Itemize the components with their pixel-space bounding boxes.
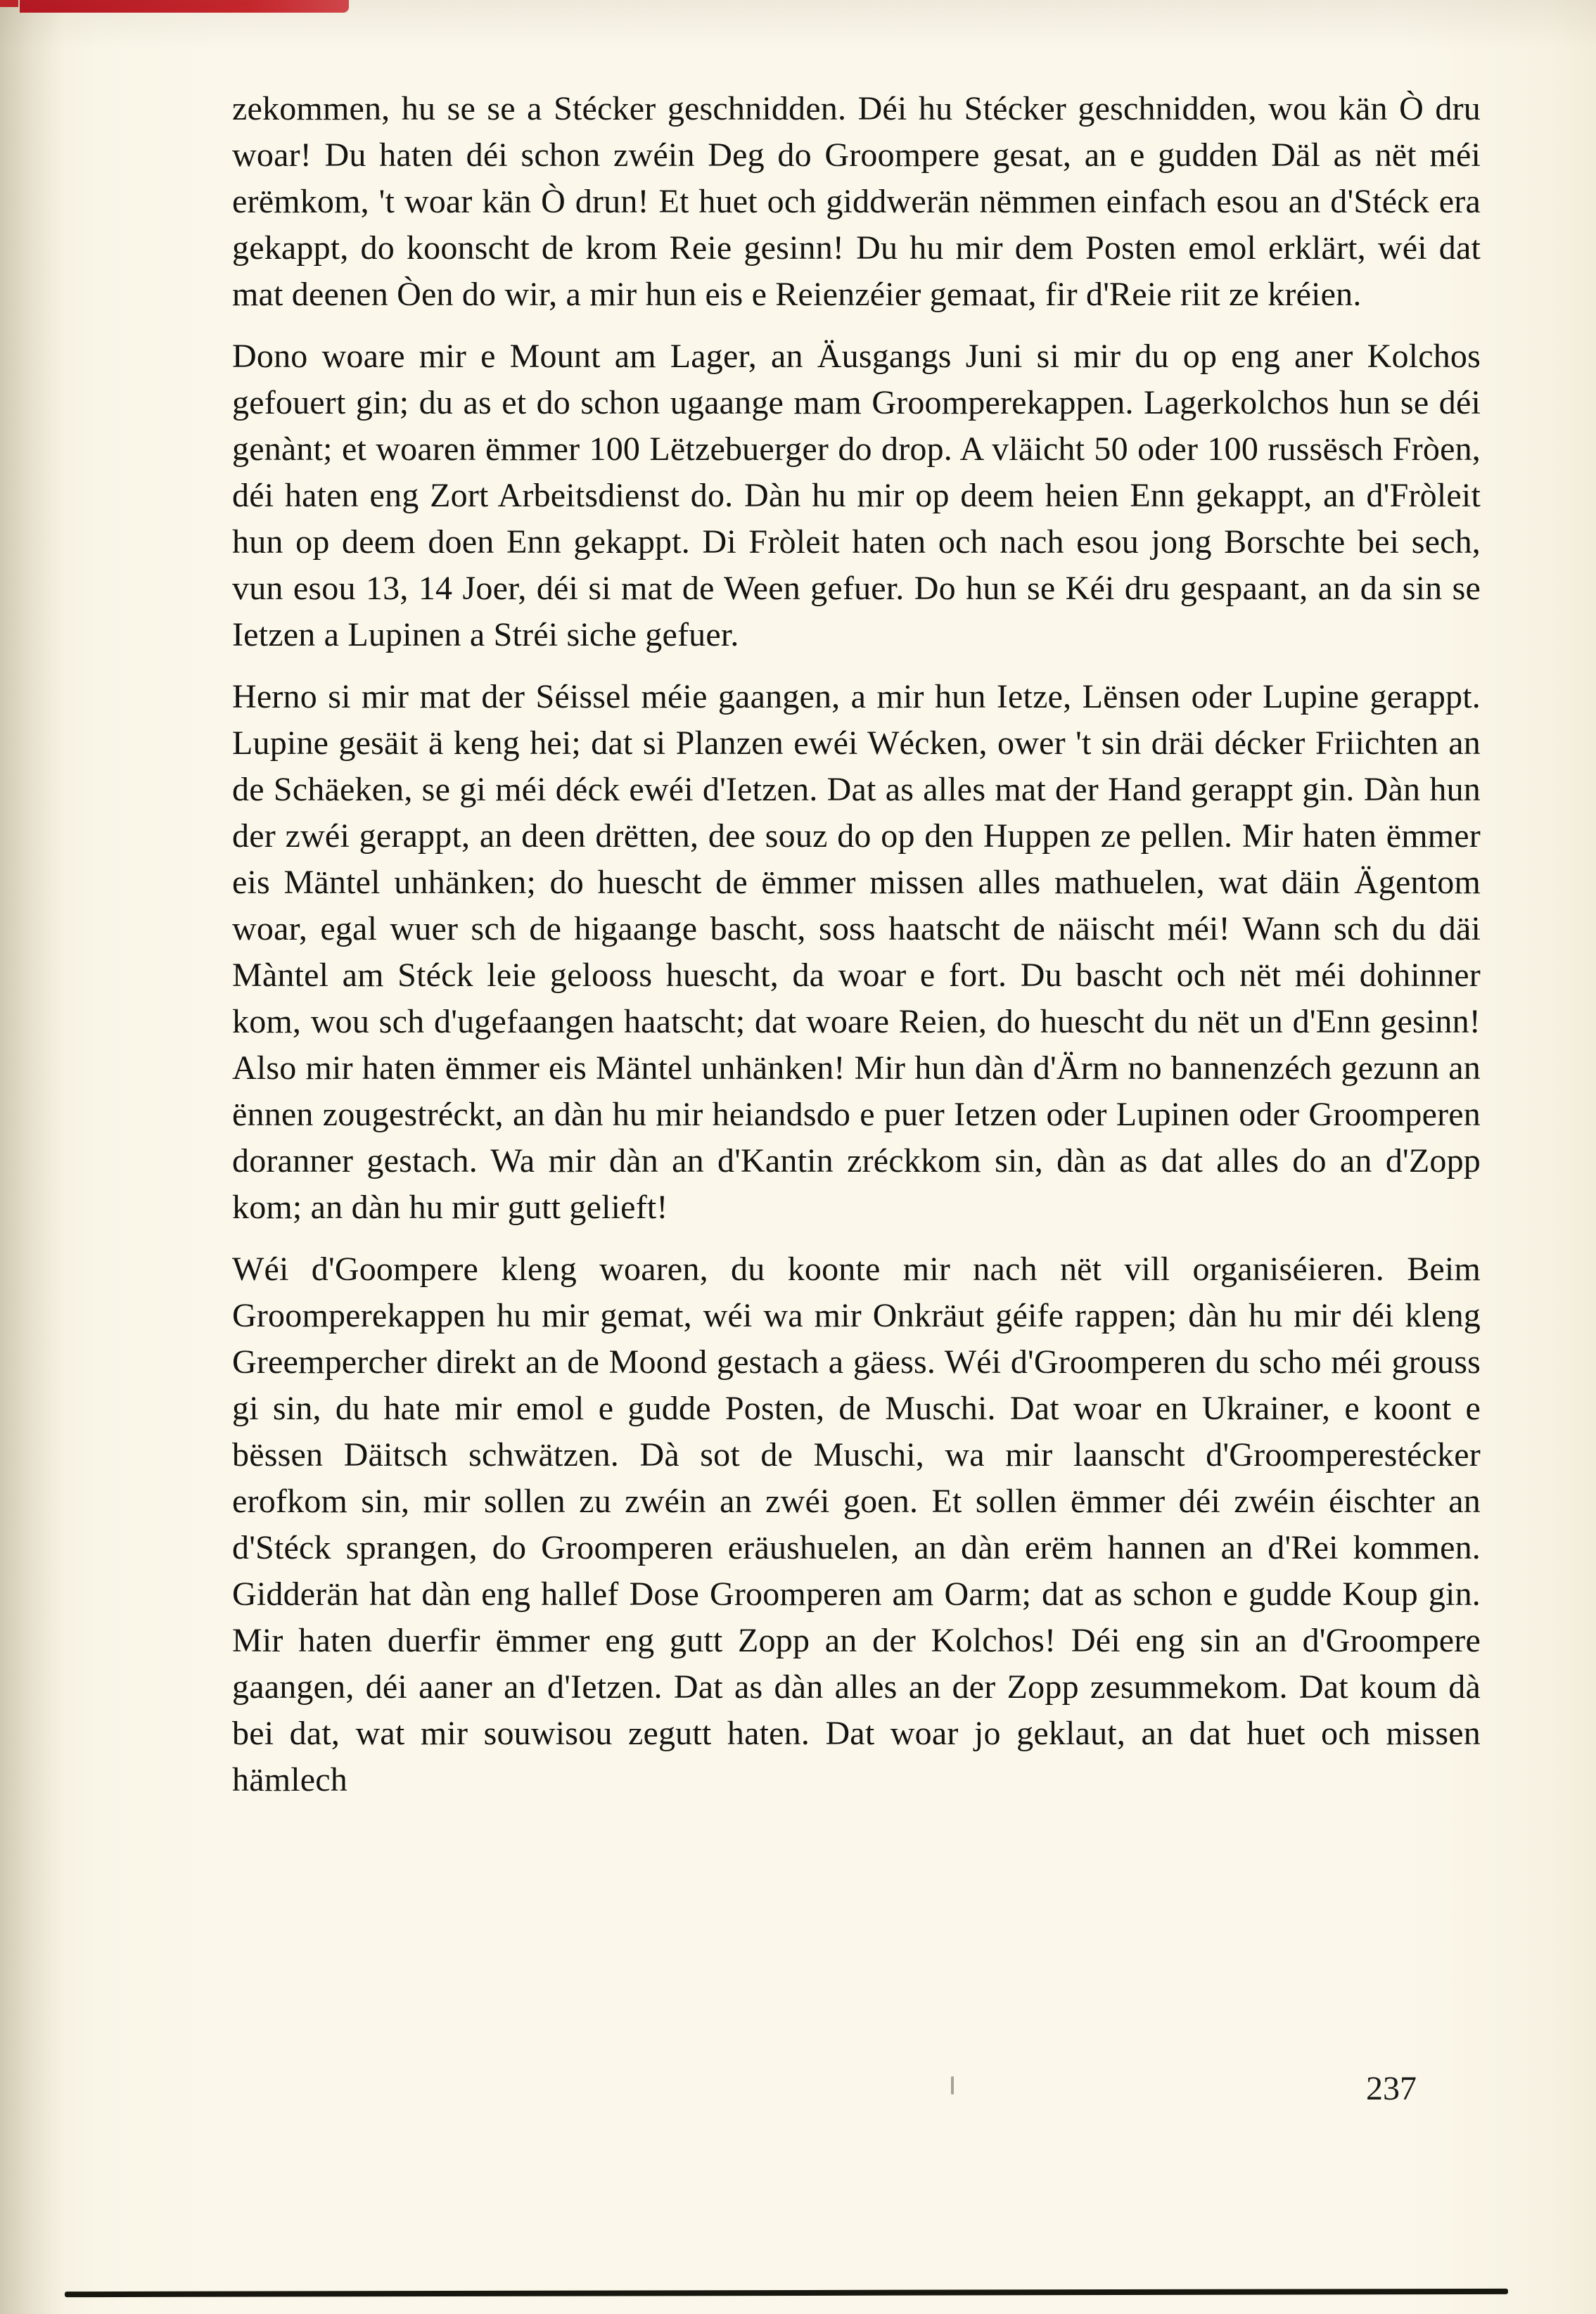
stray-scan-mark <box>951 2076 954 2095</box>
page-bottom-edge <box>65 2289 1508 2297</box>
paragraph: Dono woare mir e Mount am Lager, an Äusgangs Juni si mir du op eng aner Kolchos gefouert gin; du as et do schon ugaange mam Groomperekappen. Lagerkolchos hun se déi genànt; et woaren ëmmer 100 Lëtzebuerger do drop. A vläicht 50 oder 100 russësch Fròen, déi haten eng Zort Arbeitsdienst do. Dàn hu mir op deem heien Enn gekappt, an d'Fròleit hun op deem doen Enn gekappt. Di Fròleit haten och nach esou jong Borschte bei sech, vun esou 13, 14 Joer, déi si mat de Ween gefuer. Do hun se Kéi dru gespaant, an da sin se Ietzen a Lupinen a Stréi siche gefuer. <box>232 338 1481 653</box>
red-scan-corner-mark <box>0 0 18 7</box>
page-number: 237 <box>1366 2070 1417 2107</box>
body-text <box>232 86 1481 1819</box>
red-scan-edge-mark <box>20 0 349 13</box>
paragraph: zekommen, hu se se a Stécker geschnidden. Déi hu Stécker geschnidden, wou kän Ò dru woar! Du haten déi schon zwéin Deg do Groompere gesat, an e gudden Däl as nët méi erëmkom, 't woar kän Ò drun! Et huet och giddwerän nëmmen einfach esou an d'Stéck era gekappt, do koonscht de krom Reie gesinn! Du hu mir dem Posten emol erklärt, wéi dat mat deenen Òen do wir, a mir hun eis e Reienzéier gemaat, fir d'Reie riit ze kréien. <box>232 90 1481 313</box>
page-gutter-shadow <box>0 0 63 2314</box>
paragraph: Wéi d'Goompere kleng woaren, du koonte mir nach nët vill organiséieren. Beim Groomperekappen hu mir gemat, wéi wa mir Onkräut géife rappen; dàn hu mir déi kleng Greempercher direkt an de Moond gestach a gäess. Wéi d'Groomperen du scho méi grouss gi sin, du hate mir emol e gudde Posten, de Muschi. Dat woar en Ukrainer, e koont e bëssen Däitsch schwätzen. Dà sot de Muschi, wa mir laanscht d'Groomperestécker erofkom sin, mir sollen zu zwéin an zwéi goen. Et sollen ëmmer déi zwéin éischter an d'Stéck sprangen, do Groomperen eräushuelen, an dàn erëm hannen an d'Rei kommen. Gidderän hat dàn eng hallef Dose Groomperen am Oarm; dat as schon e gudde Koup gin. Mir haten duerfir ëmmer eng gutt Zopp an der Kolchos! Déi eng sin an d'Groompere gaangen, déi aaner an d'Ietzen. Dat as dàn alles an der Zopp zesummekom. Dat koum dà bei dat, wat mir souwisou zegutt haten. Dat woar jo geklaut, an dat huet och missen hämlech <box>232 1251 1481 1798</box>
paragraph: Herno si mir mat der Séissel méie gaangen, a mir hun Ietze, Lënsen oder Lupine gerappt. Lupine gesäit ä keng hei; dat si Planzen ewéi Wécken, ower 't sin dräi décker Friichten an de Schäeken, se gi méi déck ewéi d'Ietzen. Dat as alles mat der Hand gerappt gin. Dàn hun der zwéi gerappt, an deen drëtten, dee souz do op den Huppen ze pellen. Mir haten ëmmer eis Mäntel unhänken; do huescht de ëmmer missen alles mathuelen, wat däin Ägentom woar, egal wuer sch de higaange bascht, soss haatscht de näischt méi! Wann sch du däi Màntel am Stéck leie gelooss huescht, da woar e fort. Du bascht och nët méi dohinner kom, wou sch d'ugefaangen haatscht; dat woare Reien, do huescht du nët un d'Enn gesinn! Also mir haten ëmmer eis Mäntel unhänken! Mir hun dàn d'Ärm no bannenzéch gezunn an ënnen zougestréckt, an dàn hu mir heiandsdo e puer Ietzen oder Lupinen oder Groomperen doranner gestach. Wa mir dàn an d'Kantin zréckkom sin, dàn as dat alles do an d'Zopp kom; an dàn hu mir gutt gelieft! <box>232 678 1481 1226</box>
